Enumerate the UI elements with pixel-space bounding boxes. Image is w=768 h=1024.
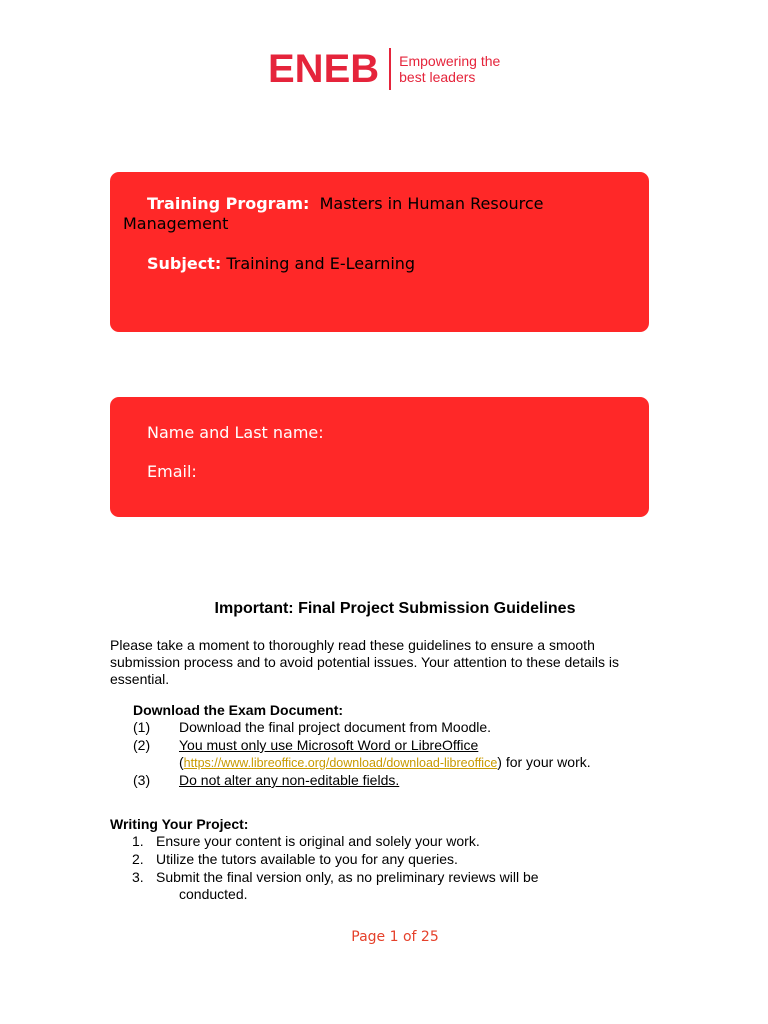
- subject-line: [147, 254, 415, 274]
- libreoffice-link-line: [179, 754, 591, 773]
- list-item-text: Download the final project document from Moodle.: [179, 719, 492, 735]
- link-after-text: ) for your work.: [497, 754, 591, 770]
- logo-mark: ENEB: [268, 47, 380, 91]
- list-item-number: (3): [133, 772, 151, 788]
- list-item-number: (1): [133, 719, 151, 735]
- logo-tagline: [399, 53, 500, 85]
- program-label: Training Program:: [147, 194, 310, 213]
- eneb-logo: [268, 48, 500, 90]
- logo-tagline-line-1: Empowering the: [399, 53, 501, 69]
- program-line: [123, 194, 633, 234]
- email-field-label[interactable]: Email:: [147, 462, 197, 481]
- name-field-label[interactable]: Name and Last name:: [147, 423, 324, 442]
- guidelines-intro: Please take a moment to thoroughly read these guidelines to ensure a smooth submission process and to avoid potential issues. Your attention to these details is essential.: [110, 637, 619, 687]
- writing-heading: Writing Your Project:: [110, 816, 249, 832]
- logo-tagline-line-2: best leaders: [399, 69, 476, 85]
- libreoffice-link[interactable]: https://www.libreoffice.org/download/download-libreoffice: [183, 756, 498, 770]
- list-item-number: 2.: [132, 851, 144, 867]
- subject-value: Training and E-Learning: [226, 254, 416, 273]
- list-item-text-continued: conducted.: [179, 886, 248, 902]
- list-item-number: 3.: [132, 869, 144, 885]
- open-paren: (: [179, 754, 184, 770]
- list-item-text: Submit the final version only, as no preliminary reviews will be: [156, 869, 539, 885]
- page-number: Page 1 of 25: [351, 929, 439, 945]
- list-item-text: Do not alter any non-editable fields.: [179, 772, 400, 788]
- program-value: Masters in Human Resource Management: [123, 194, 544, 233]
- subject-label: Subject:: [147, 254, 222, 273]
- guidelines-title: Important: Final Project Submission Guidelines: [214, 600, 576, 617]
- download-heading: Download the Exam Document:: [133, 702, 344, 718]
- logo-divider: [389, 48, 391, 90]
- program-info-box: [110, 172, 649, 332]
- list-item-text: Utilize the tutors available to you for any queries.: [156, 851, 458, 867]
- list-item-text: You must only use Microsoft Word or LibreOffice: [179, 737, 479, 753]
- list-item-text: Ensure your content is original and solely your work.: [156, 833, 480, 849]
- list-item-number: (2): [133, 737, 151, 753]
- student-info-box: [110, 397, 649, 517]
- list-item-number: 1.: [132, 833, 144, 849]
